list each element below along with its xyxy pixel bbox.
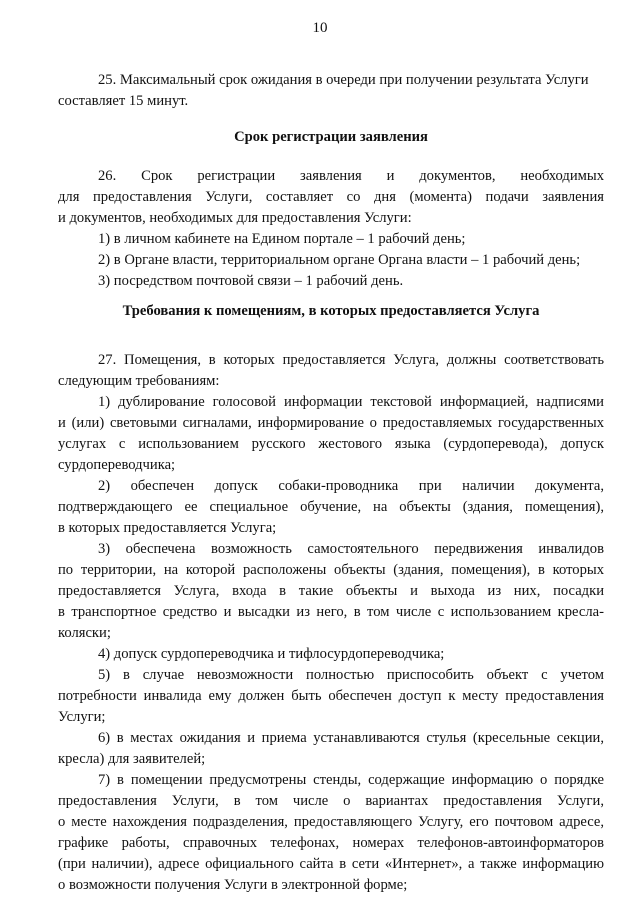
- text-line: услугах с использованием русского жестового языка (сурдоперевода), допуск: [58, 436, 604, 452]
- text-line: 1) дублирование голосовой информации текстовой информацией, надписями: [98, 394, 604, 410]
- text-line: следующим требованиям:: [58, 373, 220, 389]
- text-line: потребности инвалида ему должен быть обеспечен доступ к месту предоставления: [58, 688, 604, 704]
- text-line: предоставляется Услуга, входа в такие объекты и выхода из них, посадки: [58, 583, 604, 599]
- text-line: подтверждающего ее специальное обучение, на объекты (здания, помещения),: [58, 499, 604, 515]
- section-heading: Требования к помещениям, в которых предоставляется Услуга: [122, 303, 540, 319]
- text-line: 3) обеспечена возможность самостоятельного передвижения инвалидов: [98, 541, 604, 557]
- text-line: 5) в случае невозможности полностью приспособить объект с учетом: [98, 667, 604, 683]
- paragraph: [58, 166, 604, 292]
- text-line: 2) в Органе власти, территориальном органе Органа власти – 1 рабочий день;: [98, 252, 581, 268]
- text-line: 6) в местах ожидания и приема устанавливаются стулья (кресельные секции,: [98, 730, 604, 746]
- text-line: составляет 15 минут.: [58, 93, 189, 109]
- text-line: о месте нахождения подразделения, предоставляющего Услугу, его почтовом адресе,: [58, 814, 604, 830]
- text-line: по территории, на которой расположены объекты (здания, помещения), в которых: [58, 562, 604, 578]
- text-line: 7) в помещении предусмотрены стенды, содержащие информацию о порядке: [98, 772, 604, 788]
- text-line: сурдопереводчика;: [58, 457, 176, 473]
- text-line: графике работы, справочных телефонах, номерах телефонов-автоинформаторов: [58, 835, 604, 851]
- text-line: 3) посредством почтовой связи – 1 рабочий день.: [98, 273, 404, 289]
- text-line: коляски;: [58, 625, 111, 641]
- text-line: в транспортное средство и высадки из него, в том числе с использованием кресла-: [58, 604, 604, 620]
- text-line: 2) обеспечен допуск собаки-проводника при наличии документа,: [98, 478, 604, 494]
- text-line: 27. Помещения, в которых предоставляется Услуга, должны соответствовать: [98, 352, 604, 368]
- text-line: предоставления Услуги, в том числе о вариантах предоставления Услуги,: [58, 793, 604, 809]
- text-line: (при наличии), адресе официального сайта в сети «Интернет», а также информацию: [58, 856, 604, 872]
- text-line: кресла) для заявителей;: [58, 751, 206, 767]
- paragraph: [58, 70, 604, 112]
- text-line: 4) допуск сурдопереводчика и тифлосурдопереводчика;: [98, 646, 445, 662]
- page-number: 10: [312, 20, 328, 36]
- text-line: в которых предоставляется Услуга;: [58, 520, 277, 536]
- section-heading: Срок регистрации заявления: [234, 129, 428, 145]
- text-line: для предоставления Услуги, составляет со дня (момента) подачи заявления: [58, 189, 604, 205]
- text-line: 1) в личном кабинете на Едином портале – 1 рабочий день;: [98, 231, 466, 247]
- text-line: и (или) световыми сигналами, информирование о предоставляемых государственных: [58, 415, 604, 431]
- text-line: 26. Срок регистрации заявления и документов, необходимых: [98, 168, 604, 184]
- text-line: и документов, необходимых для предоставления Услуги:: [58, 210, 412, 226]
- text-line: Услуги;: [58, 709, 106, 725]
- text-line: 25. Максимальный срок ожидания в очереди при получении результата Услуги: [98, 72, 589, 88]
- paragraph: [58, 350, 604, 896]
- text-line: о возможности получения Услуги в электронной форме;: [58, 877, 408, 893]
